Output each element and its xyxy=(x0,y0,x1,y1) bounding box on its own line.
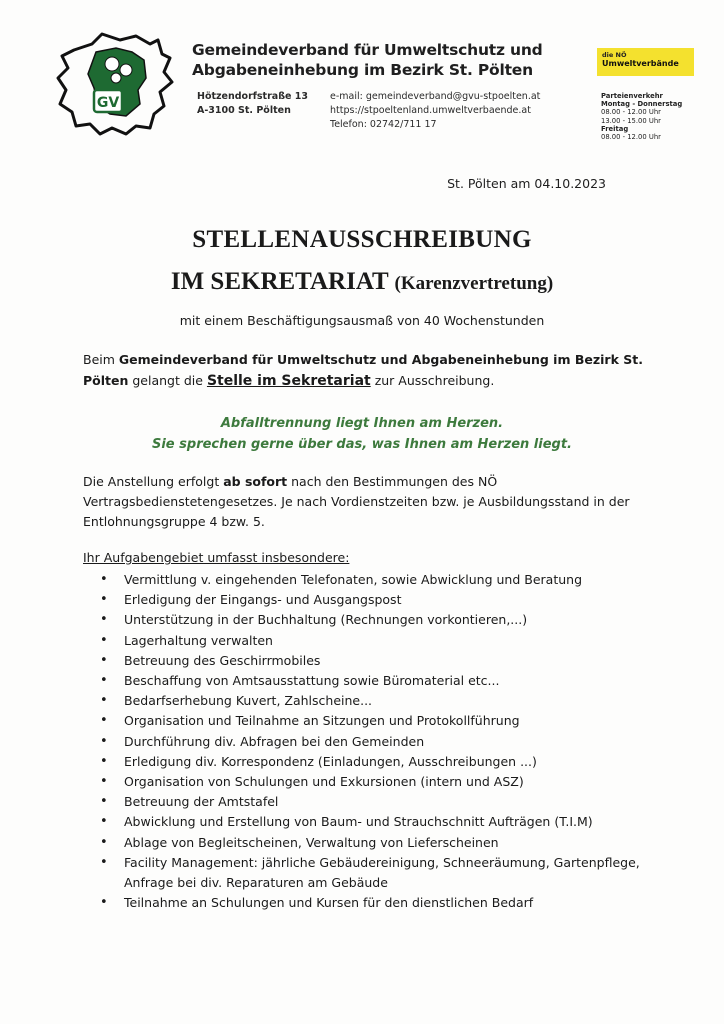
hours-days-fri: Freitag xyxy=(601,124,629,133)
document-title: STELLENAUSSCHREIBUNG xyxy=(192,226,532,253)
employment-text-1: Die Anstellung erfolgt xyxy=(83,474,224,489)
tasks-list xyxy=(100,570,640,913)
list-item: • Bedarfserhebung Kuvert, Zahlscheine... xyxy=(100,691,640,711)
list-item: • Organisation von Schulungen und Exkursionen (intern und ASZ) xyxy=(100,772,640,792)
contact-info xyxy=(330,90,540,132)
hours-days-mon-thu: Montag - Donnerstag xyxy=(601,100,683,109)
list-item: • Betreuung des Geschirrmobiles xyxy=(100,651,640,671)
list-item: • Durchführung div. Abfragen bei den Gemeinden xyxy=(100,732,640,752)
list-item: • Organisation und Teilnahme an Sitzungen und Protokollführung xyxy=(100,711,640,731)
employment-start: ab sofort xyxy=(223,474,288,489)
organization-name xyxy=(192,40,592,80)
list-item: • Teilnahme an Schulungen und Kursen für den dienstlichen Bedarf xyxy=(100,893,640,913)
intro-text-1: Beim xyxy=(83,352,119,367)
contact-phone: Telefon: 02742/711 17 xyxy=(330,119,437,130)
subtitle-main: IM SEKRETARIAT xyxy=(170,268,389,295)
list-item: • Betreuung der Amtstafel xyxy=(100,792,640,812)
org-name-line2: Abgabeneinhebung im Bezirk St. Pölten xyxy=(192,61,533,79)
subtitle-note: (Karenzvertretung) xyxy=(394,273,554,294)
badge-small-text: die NÖ xyxy=(602,51,627,59)
document-subtitle xyxy=(0,268,724,296)
intro-paragraph xyxy=(83,349,643,392)
employment-scope: mit einem Beschäftigungsausmaß von 40 Wochenstunden xyxy=(179,313,545,328)
list-item: • Lagerhaltung verwalten xyxy=(100,631,640,651)
hours-time-afternoon: 13.00 - 15.00 Uhr xyxy=(601,116,661,125)
intro-text-2: gelangt die xyxy=(128,373,207,388)
postal-address xyxy=(197,90,308,118)
list-item: • Beschaffung von Amtsausstattung sowie Büromaterial etc... xyxy=(100,671,640,691)
logo-text: GV xyxy=(96,95,120,111)
list-item: • Erledigung der Eingangs- und Ausgangspost xyxy=(100,590,640,610)
hours-time-morning: 08.00 - 12.00 Uhr xyxy=(601,108,661,117)
list-item: • Erledigung div. Korrespondenz (Einladungen, Ausschreibungen ...) xyxy=(100,752,640,772)
intro-position: Stelle im Sekretariat xyxy=(206,373,371,389)
org-name-line1: Gemeindeverband für Umweltschutz und xyxy=(192,41,543,59)
address-city: A-3100 St. Pölten xyxy=(197,105,291,116)
list-item: • Ablage von Begleitscheinen, Verwaltung von Lieferscheinen xyxy=(100,833,640,853)
contact-email: e-mail: gemeindeverband@gvu-stpoelten.at xyxy=(330,91,541,102)
address-street: Hötzendorfstraße 13 xyxy=(197,91,308,102)
document-date: St. Pölten am 04.10.2023 xyxy=(447,176,606,191)
list-item: • Facility Management: jährliche Gebäudereinigung, Schneeräumung, Gartenpflege, Anfrage bei div. Reparaturen am Gebäude xyxy=(100,853,640,893)
employment-text-2: nach den Bestimmungen des NÖ Vertragsbedienstetengesetzes. Je nach Vordienstzeiten bzw. je Ausbildungsstand in der Entlohnungsgruppe 4 bzw. 5. xyxy=(83,474,630,529)
hours-title: Parteienverkehr xyxy=(601,92,663,100)
badge-big-text: Umweltverbände xyxy=(602,59,679,68)
office-hours xyxy=(601,92,682,141)
intro-text-3: zur Ausschreibung. xyxy=(370,373,495,388)
slogan xyxy=(0,413,724,455)
gvu-logo-icon xyxy=(54,30,176,138)
intro-org-name: Gemeindeverband für Umweltschutz und Abgabeneinhebung im Bezirk St. Pölten xyxy=(83,352,643,388)
list-item: • Vermittlung v. eingehenden Telefonaten, sowie Abwicklung und Beratung xyxy=(100,570,640,590)
list-item: • Unterstützung in der Buchhaltung (Rechnungen vorkontieren,...) xyxy=(100,610,640,630)
employment-paragraph xyxy=(83,472,643,532)
contact-website: https://stpoeltenland.umweltverbaende.at xyxy=(330,105,531,116)
list-item: • Abwicklung und Erstellung von Baum- und Strauchschnitt Aufträgen (T.I.M) xyxy=(100,812,640,832)
slogan-line2: Sie sprechen gerne über das, was Ihnen am Herzen liegt. xyxy=(151,437,572,452)
slogan-line1: Abfalltrennung liegt Ihnen am Herzen. xyxy=(220,416,504,431)
tasks-heading: Ihr Aufgabengebiet umfasst insbesondere: xyxy=(83,550,350,565)
hours-time-friday: 08.00 - 12.00 Uhr xyxy=(601,133,661,142)
umweltverbaende-badge xyxy=(597,48,694,76)
